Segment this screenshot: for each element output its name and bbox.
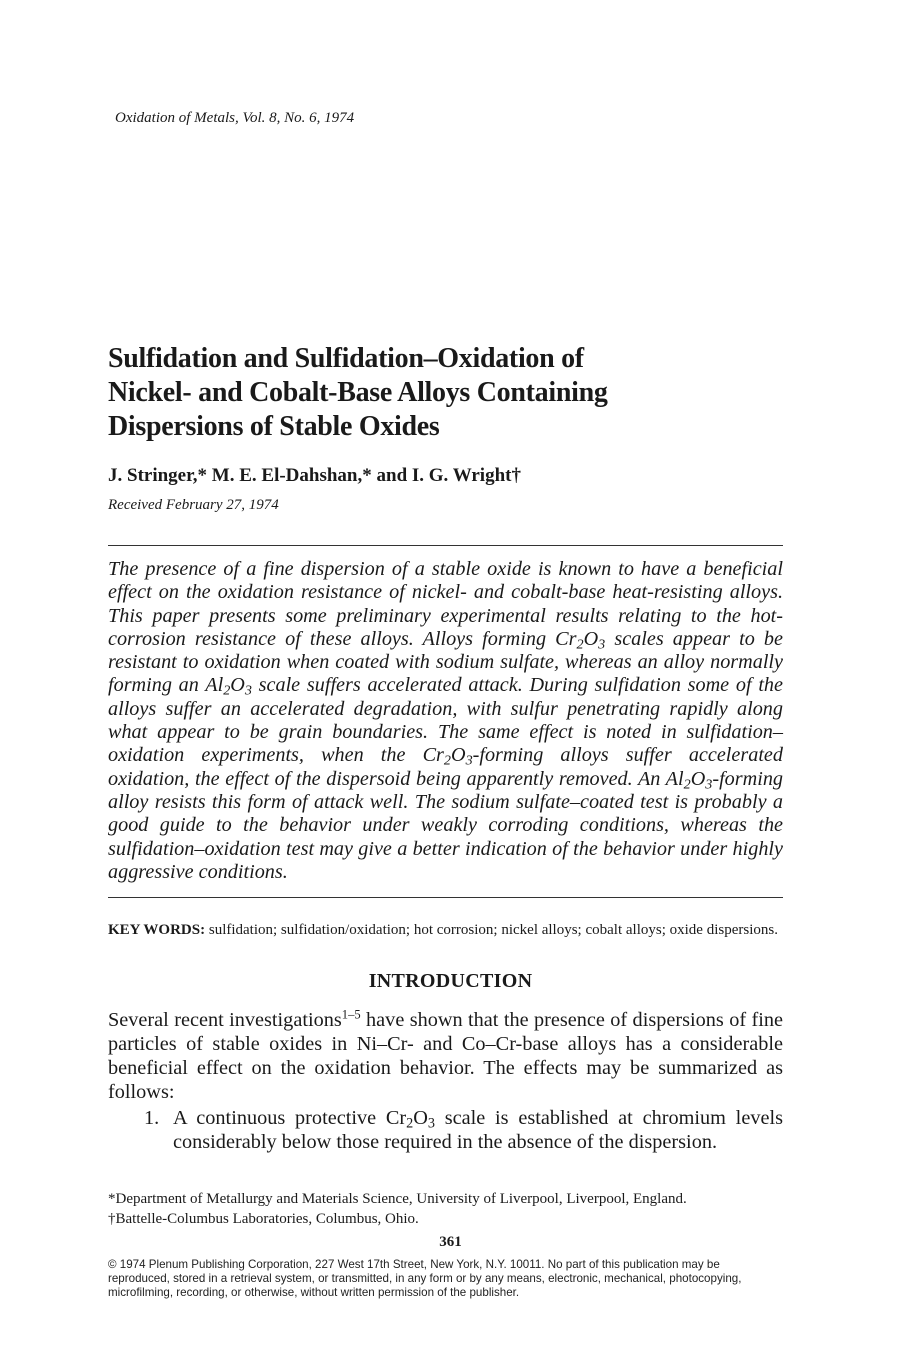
formula-cr2o3: $Cr_2O_3$: [385, 1107, 435, 1132]
page-number: 361: [439, 1234, 462, 1250]
keywords-label: KEY WORDS:: [108, 922, 206, 938]
copyright-notice: © 1974 Plenum Publishing Corporation, 227 West 17th Street, New York, N.Y. 10011. No part of this publication may be reproduced, stored in a retrieval system, or transmitted, in any form or by any means, electronic, mechanical, photocopying, microfilming, recording, or otherwise, without written permission of the publisher.: [108, 1258, 742, 1299]
abstract-text: -forming alloy resists this form of attack well. The sodium sulfate–coated test is probably a good guide to the behavior under weakly corroding conditions, whereas the sulfidation–oxidation test may give a better indication of the behavior under highly aggressive conditions.: [108, 767, 783, 883]
formula-cr2o3: $Cr_2O_3$: [555, 627, 606, 653]
abstract-text: -forming alloys suffer accelerated oxidation, the effect of the dispersoid being apparently removed. An: [108, 744, 783, 790]
journal-citation: Oxidation of Metals, Vol. 8, No. 6, 1974: [115, 110, 355, 126]
title-line: Dispersions of Stable Oxides: [108, 411, 440, 442]
formula-al2o3: $Al_2O_3$: [205, 674, 252, 700]
abstract-bottom-rule: [108, 897, 783, 898]
list-item: [144, 1106, 783, 1154]
abstract: [108, 558, 783, 884]
formula-al2o3: $Al_2O_3$: [665, 767, 713, 793]
received-date: Received February 27, 1974: [108, 497, 279, 513]
formula-cr2o3: $Cr_2O_3$: [422, 744, 473, 769]
abstract-text: The presence of a fine dispersion of a stable oxide is known to have a beneficial effect on the oxidation resistance of nickel- and cobalt-base heat-resisting alloys. This paper presents some preliminary experimental results relating to the hot-corrosion resistance of these alloys. Alloys forming: [108, 558, 783, 650]
title-line: Nickel- and Cobalt-Base Alloys Containing: [108, 377, 608, 408]
abstract-text: scales appear to be resistant to oxidation when coated with sodium sulfate, whereas an alloy normally forming an: [108, 627, 783, 697]
paper-title: [108, 342, 608, 444]
title-line: Sulfidation and Sulfidation–Oxidation of: [108, 343, 584, 374]
list-number: 1.: [144, 1107, 160, 1129]
list-item-text: A continuous protective $Cr_2O_3$ scale is established at chromium levels considerably below those required in the absence of the dispersion.: [173, 1107, 783, 1153]
section-heading-introduction: INTRODUCTION: [368, 970, 533, 992]
abstract-top-rule: [108, 545, 783, 546]
author-list: J. Stringer,* M. E. El-Dahshan,* and I. G. Wright†: [108, 465, 521, 486]
footnote-liverpool: *Department of Metallurgy and Materials Science, University of Liverpool, Liverpool, England.: [108, 1191, 687, 1207]
footnote-battelle: †Battelle-Columbus Laboratories, Columbus, Ohio.: [108, 1211, 419, 1227]
keywords-text: sulfidation; sulfidation/oxidation; hot corrosion; nickel alloys; cobalt alloys; oxide dispersions.: [205, 922, 778, 938]
abstract-text: scale suffers accelerated attack. During sulfidation some of the alloys suffer an accelerated degradation, with sulfur penetrating rapidly along what appear to be grain boundaries. The same effect is noted in sulfidation–oxidation experiments, when the: [108, 674, 783, 767]
reference-superscript: 1–5: [341, 1007, 361, 1022]
keywords: [108, 921, 783, 940]
introduction-paragraph: Several recent investigations$^{1-5}$ have shown that the presence of dispersions of fine particles of stable oxides in Ni–Cr- and Co–Cr-base alloys has a considerable beneficial effect on the oxidation behavior. The effects may be summarized as follows:: [108, 1007, 784, 1103]
